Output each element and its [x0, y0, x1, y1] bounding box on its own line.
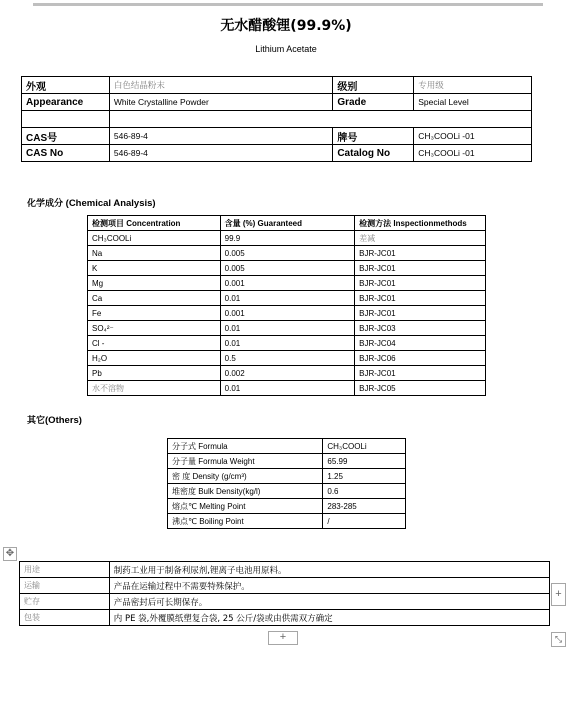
table-cell: 沸点℃ Boiling Point	[168, 514, 323, 529]
table-cell: 堆密度 Bulk Density(kg/l)	[168, 484, 323, 499]
table-cell: BJR-JC01	[355, 366, 486, 381]
table-row	[88, 231, 486, 246]
table-cell: Na	[88, 246, 221, 261]
table-cell: 0.5	[220, 351, 355, 366]
table-cell: BJR-JC01	[355, 261, 486, 276]
others-heading	[27, 413, 82, 426]
table-row	[88, 246, 486, 261]
table-row	[20, 594, 550, 610]
table-row	[88, 366, 486, 381]
table-cell: BJR-JC06	[355, 351, 486, 366]
table-cell: 运输	[20, 578, 110, 594]
table-cell: 0.01	[220, 291, 355, 306]
table-row	[20, 610, 550, 626]
table-cell: 密 度 Density (g/cm³)	[168, 469, 323, 484]
table-row	[20, 562, 550, 578]
table-cell: CH₃COOLi	[323, 439, 406, 454]
cas-en-value: 546-89-4	[109, 145, 332, 162]
table-cell: BJR-JC03	[355, 321, 486, 336]
table-cell: 用途	[20, 562, 110, 578]
table-row	[88, 306, 486, 321]
chemical-analysis-heading-cn: 化学成分	[27, 199, 64, 209]
table-cell: SO₄²⁻	[88, 321, 221, 336]
table-cell: Fe	[88, 306, 221, 321]
table-cell: 0.005	[220, 261, 355, 276]
grade-en-label: Grade	[333, 94, 414, 111]
product-info-table	[21, 76, 532, 162]
others-heading-en: (Others)	[45, 415, 82, 426]
table-cell: 水不溶物	[88, 381, 221, 396]
table-cell: 0.01	[220, 381, 355, 396]
table-cell: 制药工业用于制备利尿剂,锂离子电池用原料。	[109, 562, 549, 578]
table-cell: CH₃COOLi	[88, 231, 221, 246]
table-cell: 产品密封后可长期保存。	[109, 594, 549, 610]
table-row	[88, 381, 486, 396]
table-cell: BJR-JC04	[355, 336, 486, 351]
table-cell: K	[88, 261, 221, 276]
table-row	[88, 291, 486, 306]
appearance-en-label: Appearance	[22, 94, 110, 111]
table-row	[22, 111, 532, 128]
table-cell: 0.001	[220, 306, 355, 321]
others-heading-cn: 其它	[27, 416, 46, 426]
table-cell: BJR-JC01	[355, 276, 486, 291]
table-row	[168, 484, 406, 499]
grade-cn-value: 专用级	[414, 77, 532, 94]
table-cell: 分子式 Formula	[168, 439, 323, 454]
others-table	[167, 438, 406, 529]
table-cell: 差减	[355, 231, 486, 246]
add-row-button[interactable]: +	[268, 631, 298, 645]
table-cell: 99.9	[220, 231, 355, 246]
chemical-analysis-table	[87, 215, 486, 396]
table-cell: /	[323, 514, 406, 529]
header-rule	[33, 3, 543, 6]
table-cell: BJR-JC05	[355, 381, 486, 396]
table-row	[168, 469, 406, 484]
table-cell: 0.01	[220, 321, 355, 336]
table-cell: 熔点℃ Melting Point	[168, 499, 323, 514]
cas-cn-value: 546-89-4	[109, 128, 332, 145]
usage-table	[19, 561, 550, 626]
table-row	[20, 578, 550, 594]
table-row	[168, 514, 406, 529]
column-header: 检测方法 Inspectionmethods	[355, 216, 486, 231]
appearance-en-value: White Crystalline Powder	[109, 94, 332, 111]
table-cell: 0.001	[220, 276, 355, 291]
column-header: 含量 (%) Guaranteed	[220, 216, 355, 231]
table-resize-handle-icon[interactable]: ⤡	[551, 632, 566, 647]
table-row	[88, 276, 486, 291]
table-cell: 0.005	[220, 246, 355, 261]
table-cell: 产品在运输过程中不需要特殊保护。	[109, 578, 549, 594]
table-row	[168, 454, 406, 469]
table-cell: 分子量 Formula Weight	[168, 454, 323, 469]
catalog-cn-label: 牌号	[333, 128, 414, 145]
table-cell: Ca	[88, 291, 221, 306]
chemical-analysis-heading-en: (Chemical Analysis)	[65, 198, 156, 209]
table-cell: Mg	[88, 276, 221, 291]
catalog-en-label: Catalog No	[333, 145, 414, 162]
table-cell: Cl -	[88, 336, 221, 351]
table-cell: 0.01	[220, 336, 355, 351]
appearance-cn-value: 白色结晶粉末	[109, 77, 332, 94]
table-row	[22, 128, 532, 145]
table-row	[88, 351, 486, 366]
table-row	[22, 77, 532, 94]
table-row	[88, 261, 486, 276]
table-move-handle-icon[interactable]: ✥	[3, 547, 17, 561]
document-subtitle: Lithium Acetate	[255, 44, 317, 54]
column-header: 检测项目 Concentration	[88, 216, 221, 231]
table-cell: 贮存	[20, 594, 110, 610]
table-row	[22, 94, 532, 111]
table-cell: BJR-JC01	[355, 306, 486, 321]
table-cell: H₂O	[88, 351, 221, 366]
table-cell: Pb	[88, 366, 221, 381]
table-row	[168, 439, 406, 454]
grade-en-value: Special Level	[414, 94, 532, 111]
table-row	[88, 336, 486, 351]
table-cell: 包装	[20, 610, 110, 626]
catalog-en-value: CH₃COOLi -01	[414, 145, 532, 162]
grade-cn-label: 级别	[333, 77, 414, 94]
table-cell: 65.99	[323, 454, 406, 469]
cas-en-label: CAS No	[22, 145, 110, 162]
table-row	[168, 499, 406, 514]
table-cell: 0.002	[220, 366, 355, 381]
appearance-cn-label: 外观	[22, 77, 110, 94]
document-title: 无水醋酸锂(99.9%)	[220, 18, 352, 34]
chemical-analysis-heading	[27, 196, 156, 209]
empty-cell	[109, 111, 531, 128]
table-header-row	[88, 216, 486, 231]
table-cell: 内 PE 袋,外覆膜纸塑复合袋, 25 公斤/袋或由供需双方确定	[109, 610, 549, 626]
table-row	[88, 321, 486, 336]
table-cell: 283-285	[323, 499, 406, 514]
empty-cell	[22, 111, 110, 128]
table-row	[22, 145, 532, 162]
table-cell: BJR-JC01	[355, 246, 486, 261]
table-cell: 0.6	[323, 484, 406, 499]
cas-cn-label: CAS号	[22, 128, 110, 145]
add-column-button[interactable]: +	[551, 583, 566, 606]
catalog-cn-value: CH₃COOLi -01	[414, 128, 532, 145]
table-cell: 1.25	[323, 469, 406, 484]
table-cell: BJR-JC01	[355, 291, 486, 306]
